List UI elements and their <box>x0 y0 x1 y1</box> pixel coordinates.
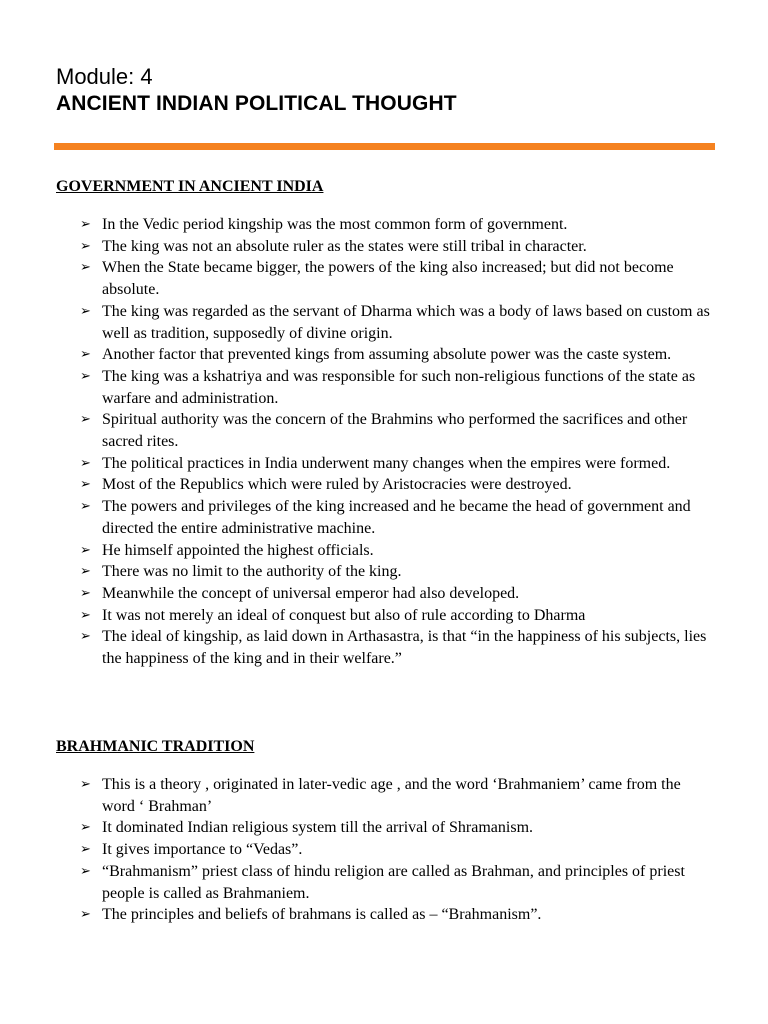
list-item <box>56 236 716 258</box>
list-item-text: It dominated Indian religious system till the arrival of Shramanism. <box>102 819 534 837</box>
list-item-text: He himself appointed the highest officials. <box>102 541 374 559</box>
list-item <box>56 861 716 904</box>
list-item-text: The king was not an absolute ruler as the states were still tribal in character. <box>102 237 587 255</box>
arrow-bullet-icon: ➢ <box>80 777 91 792</box>
arrow-bullet-icon: ➢ <box>80 585 91 601</box>
list-item <box>56 453 716 475</box>
list-item <box>56 344 716 366</box>
arrow-bullet-icon: ➢ <box>80 607 91 623</box>
bullet-list <box>56 774 716 926</box>
list-item <box>56 774 716 817</box>
list-item-text: It was not merely an ideal of conquest but also of rule according to Dharma <box>102 606 586 624</box>
list-item <box>56 214 716 236</box>
list-item <box>56 817 716 839</box>
list-item <box>56 839 716 861</box>
module-label: Module: 4 <box>56 64 153 89</box>
list-item-text: It gives importance to “Vedas”. <box>102 841 303 859</box>
section-brahmanic <box>56 737 716 926</box>
list-item <box>56 605 716 627</box>
list-item <box>56 561 716 583</box>
list-item-text: There was no limit to the authority of the king. <box>102 563 402 581</box>
arrow-bullet-icon: ➢ <box>80 217 91 232</box>
section-government <box>56 177 716 670</box>
list-item-text: The king was regarded as the servant of Dharma which was a body of laws based on custom as well as tradition, supposedly of divine origin. <box>102 302 710 342</box>
list-item-text: The ideal of kingship, as laid down in Arthasastra, is that “in the happiness of his subjects, lies the happiness of the king and in their welfare.” <box>102 628 707 668</box>
section-heading: BRAHMANIC TRADITION <box>56 738 255 755</box>
list-item <box>56 496 716 539</box>
arrow-bullet-icon: ➢ <box>80 842 91 858</box>
list-item-text: When the State became bigger, the powers of the king also increased; but did not become absolute. <box>102 259 674 299</box>
arrow-bullet-icon: ➢ <box>80 238 91 254</box>
list-item <box>56 474 716 496</box>
arrow-bullet-icon: ➢ <box>80 863 91 879</box>
list-item <box>56 409 716 452</box>
bullet-list <box>56 214 716 670</box>
list-item-text: Another factor that prevented kings from assuming absolute power was the caste system. <box>102 346 672 364</box>
list-item-text: In the Vedic period kingship was the most common form of government. <box>102 216 568 233</box>
list-item <box>56 626 716 669</box>
arrow-bullet-icon: ➢ <box>80 907 91 923</box>
list-item <box>56 366 716 409</box>
arrow-bullet-icon: ➢ <box>80 820 91 836</box>
arrow-bullet-icon: ➢ <box>80 368 91 384</box>
list-item <box>56 540 716 562</box>
list-item <box>56 904 716 926</box>
arrow-bullet-icon: ➢ <box>80 347 91 363</box>
orange-divider <box>54 143 715 150</box>
list-item <box>56 583 716 605</box>
list-item-text: Meanwhile the concept of universal emperor had also developed. <box>102 584 520 602</box>
arrow-bullet-icon: ➢ <box>80 629 91 645</box>
arrow-bullet-icon: ➢ <box>80 412 91 428</box>
list-item <box>56 257 716 300</box>
list-item-text: The political practices in India underwent many changes when the empires were formed. <box>102 454 671 472</box>
arrow-bullet-icon: ➢ <box>80 542 91 558</box>
arrow-bullet-icon: ➢ <box>80 303 91 319</box>
arrow-bullet-icon: ➢ <box>80 477 91 493</box>
list-item <box>56 301 716 344</box>
list-item-text: The principles and beliefs of brahmans is called as – “Brahmanism”. <box>102 906 542 924</box>
arrow-bullet-icon: ➢ <box>80 260 91 276</box>
list-item-text: Spiritual authority was the concern of the Brahmins who performed the sacrifices and other sacred rites. <box>102 411 688 451</box>
arrow-bullet-icon: ➢ <box>80 455 91 471</box>
list-item-text: The king was a kshatriya and was responsible for such non-religious functions of the state as warfare and administration. <box>102 367 696 407</box>
list-item-text: This is a theory , originated in later-vedic age , and the word ‘Brahmaniem’ came from the word ‘ Brahman’ <box>102 776 681 815</box>
list-item-text: “Brahmanism” priest class of hindu religion are called as Brahman, and principles of priest people is called as Brahmaniem. <box>102 862 685 902</box>
list-item-text: The powers and privileges of the king increased and he became the head of government and directed the entire administrative machine. <box>102 498 691 537</box>
section-heading: GOVERNMENT IN ANCIENT INDIA <box>56 178 324 195</box>
arrow-bullet-icon: ➢ <box>80 499 91 515</box>
list-item-text: Most of the Republics which were ruled by Aristocracies were destroyed. <box>102 476 572 494</box>
page-title: ANCIENT INDIAN POLITICAL THOUGHT <box>56 92 457 115</box>
arrow-bullet-icon: ➢ <box>80 564 91 580</box>
